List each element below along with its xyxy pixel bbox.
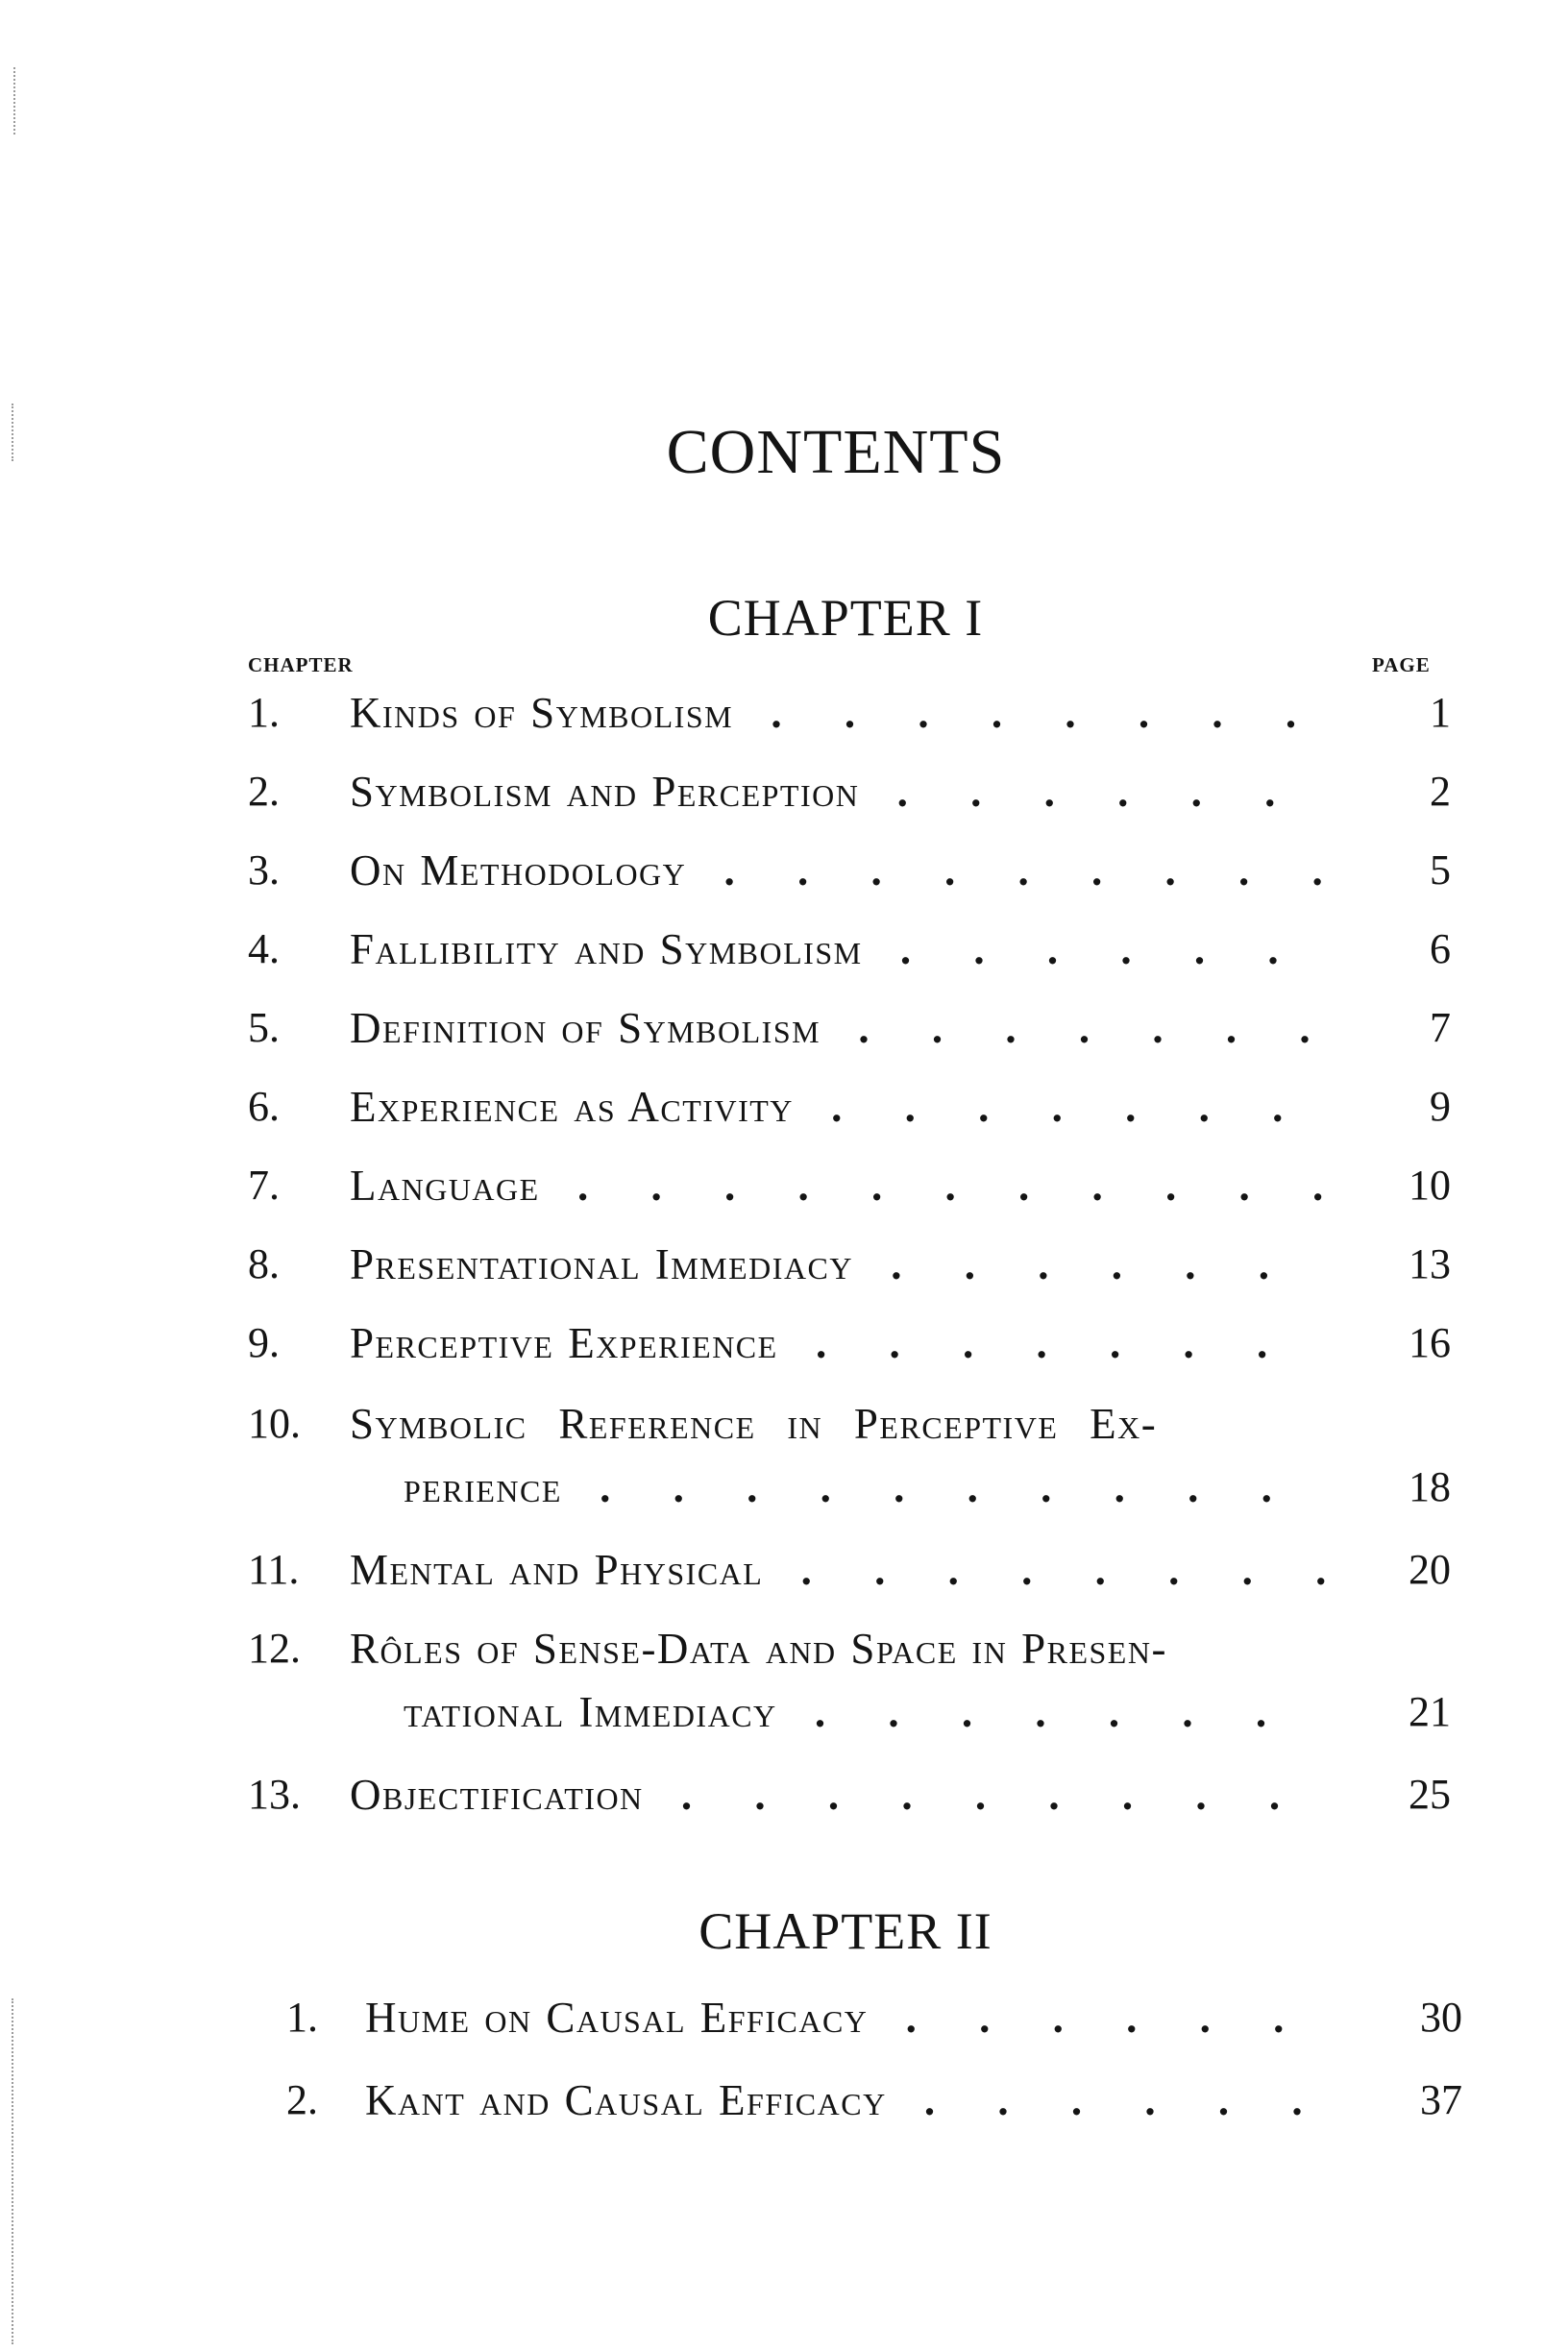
entry-number: 5. bbox=[248, 1004, 280, 1051]
entry-number: 8. bbox=[248, 1240, 280, 1287]
entry-page: 13 bbox=[1409, 1240, 1451, 1287]
entry-title: Objectification . . . bbox=[350, 1766, 1330, 1824]
entry-page: 10 bbox=[1409, 1162, 1451, 1209]
entry-number: 13. bbox=[248, 1771, 301, 1818]
entry-number: 2. bbox=[286, 2076, 318, 2123]
entry-page: 16 bbox=[1409, 1319, 1451, 1366]
entry-title: Definition of Symbolism . . . bbox=[350, 999, 1330, 1057]
entry-title-line-1: Rôles of Sense-Data and Space in Presen- bbox=[350, 1625, 1167, 1673]
column-label-page: PAGE bbox=[1372, 653, 1431, 676]
entry-title: Language . . . bbox=[350, 1157, 1330, 1214]
entry-page: 20 bbox=[1409, 1546, 1451, 1593]
entry-title: Symbolism and Perception . . . bbox=[350, 763, 1330, 821]
entry-number: 10. bbox=[248, 1400, 301, 1447]
entry-title: Hume on Causal Efficacy . . . bbox=[365, 1989, 1345, 2046]
entry-number: 4. bbox=[248, 925, 280, 972]
entry-number: 6. bbox=[248, 1083, 280, 1130]
entry-number: 2. bbox=[248, 768, 280, 815]
chapter-one-heading: CHAPTER I bbox=[707, 589, 984, 647]
entry-number: 3. bbox=[248, 846, 280, 894]
entry-title: Presentational Immediacy . . . bbox=[350, 1236, 1330, 1293]
entry-title: Kinds of Symbolism . . . bbox=[350, 684, 1330, 742]
column-label-chapter: CHAPTER bbox=[248, 653, 354, 676]
entry-title-line-2: tational Immediacy . . . bbox=[404, 1683, 1330, 1741]
entry-number: 1. bbox=[286, 1994, 318, 2041]
entry-page: 1 bbox=[1430, 689, 1451, 736]
entry-number: 1. bbox=[248, 689, 280, 736]
page-title: CONTENTS bbox=[666, 417, 1006, 487]
entry-title-line-1: Symbolic Reference in Perceptive Ex- bbox=[350, 1400, 1158, 1448]
entry-page: 18 bbox=[1409, 1463, 1451, 1510]
entry-title: Mental and Physical . . . bbox=[350, 1541, 1330, 1599]
entry-number: 7. bbox=[248, 1162, 280, 1209]
entry-title: On Methodology . . . bbox=[350, 842, 1330, 899]
entry-title: Fallibility and Symbolism . . . bbox=[350, 920, 1330, 978]
entry-number: 12. bbox=[248, 1625, 301, 1672]
entry-page: 21 bbox=[1409, 1688, 1451, 1735]
entry-page: 2 bbox=[1430, 768, 1451, 815]
entry-title: Kant and Causal Efficacy . . . bbox=[365, 2071, 1345, 2129]
entry-page: 25 bbox=[1409, 1771, 1451, 1818]
entry-page: 30 bbox=[1420, 1994, 1462, 2041]
entry-number: 11. bbox=[248, 1546, 300, 1593]
entry-number: 9. bbox=[248, 1319, 280, 1366]
entry-title-line-2: perience . . . bbox=[404, 1458, 1330, 1516]
scan-edge-mark-top bbox=[13, 67, 15, 135]
entry-title: Experience as Activity . . . bbox=[350, 1078, 1330, 1136]
entry-page: 9 bbox=[1430, 1083, 1451, 1130]
entry-page: 7 bbox=[1430, 1004, 1451, 1051]
entry-page: 6 bbox=[1430, 925, 1451, 972]
entry-page: 5 bbox=[1430, 846, 1451, 894]
entry-page: 37 bbox=[1420, 2076, 1462, 2123]
chapter-two-heading: CHAPTER II bbox=[698, 1902, 992, 1960]
scan-edge-mark-lower bbox=[12, 1998, 13, 2344]
entry-title: Perceptive Experience . . . bbox=[350, 1314, 1330, 1372]
